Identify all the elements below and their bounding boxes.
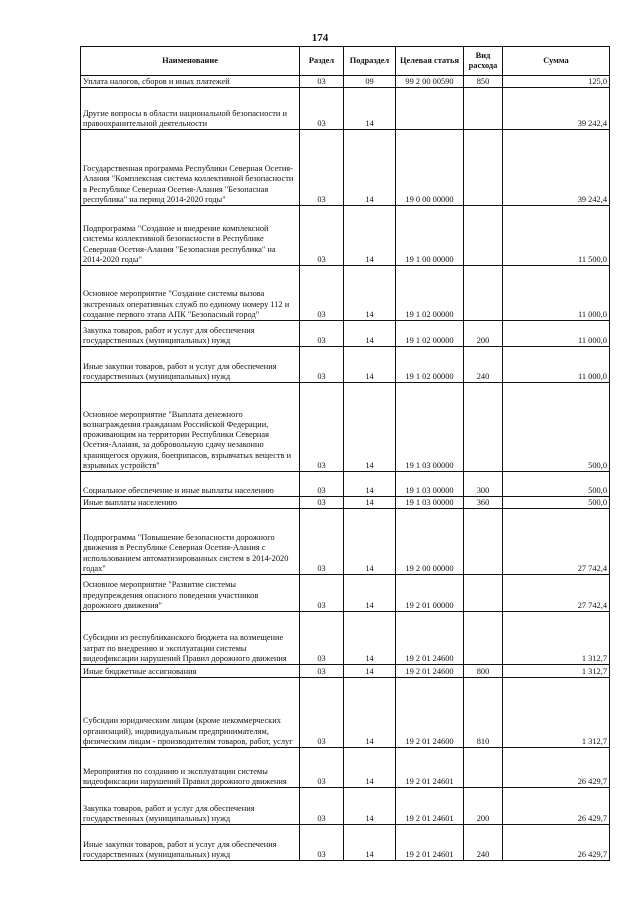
row-target: 19 2 01 24600 [396,612,464,665]
row-subsection: 14 [344,612,396,665]
row-name: Иные выплаты населению [81,497,300,509]
row-section: 03 [300,575,344,612]
row-section: 03 [300,206,344,266]
row-subsection: 14 [344,575,396,612]
row-target: 19 2 01 24600 [396,678,464,748]
row-section: 03 [300,678,344,748]
row-expense-type [464,206,503,266]
row-name: Закупка товаров, работ и услуг для обеспечения государственных (муниципальных) нужд [81,321,300,347]
row-subsection: 14 [344,88,396,130]
row-name: Основное мероприятие "Развитие системы предупреждения опасного поведения участников дорожного движения" [81,575,300,612]
row-name: Подпрограмма "Создание и внедрение комплексной системы коллективной безопасности в Республике Северная Осетия-Алания "Безопасная республика" на 2014-2020 годы" [81,206,300,266]
table-row [81,509,610,575]
row-subsection: 14 [344,383,396,472]
row-name: Иные закупки товаров, работ и услуг для обеспечения государственных (муниципальных) нужд [81,825,300,861]
row-section: 03 [300,788,344,825]
row-target: 19 2 01 24601 [396,788,464,825]
table-row [81,825,610,861]
table-row [81,678,610,748]
row-subsection: 14 [344,472,396,497]
row-subsection: 14 [344,665,396,678]
table-row [81,88,610,130]
row-amount: 1 312,7 [503,678,610,748]
row-subsection: 14 [344,347,396,383]
row-name: Субсидии юридическим лицам (кроме некоммерческих организаций), индивидуальным предпринимателям, физическим лицам - производителям товаров, работ, услуг [81,678,300,748]
row-amount: 11 500,0 [503,206,610,266]
row-subsection: 14 [344,678,396,748]
table-row [81,665,610,678]
row-expense-type: 800 [464,665,503,678]
row-amount: 27 742,4 [503,575,610,612]
row-expense-type: 200 [464,788,503,825]
row-amount: 11 000,0 [503,321,610,347]
table-row [81,76,610,88]
row-section: 03 [300,748,344,788]
row-section: 03 [300,130,344,206]
row-target: 19 2 01 24601 [396,748,464,788]
table-row [81,266,610,321]
row-section: 03 [300,509,344,575]
row-target: 19 1 02 00000 [396,266,464,321]
row-name: Социальное обеспечение и иные выплаты населению [81,472,300,497]
row-amount: 1 312,7 [503,612,610,665]
row-expense-type [464,383,503,472]
row-expense-type: 810 [464,678,503,748]
row-name: Иные бюджетные ассигнования [81,665,300,678]
row-name: Государственная программа Республики Северная Осетия-Алания "Комплексная система коллективной безопасности в Республике Северная Осетия-Алания "Безопасная республика" на период 2014-2020 годы" [81,130,300,206]
row-section: 03 [300,88,344,130]
row-subsection: 14 [344,788,396,825]
row-expense-type: 360 [464,497,503,509]
table-row [81,206,610,266]
row-amount: 500,0 [503,497,610,509]
row-amount: 26 429,7 [503,788,610,825]
row-expense-type [464,612,503,665]
row-section: 03 [300,347,344,383]
row-name: Субсидии из республиканского бюджета на возмещение затрат по внедрению и эксплуатации системы видеофиксации нарушений Правил дорожного движения [81,612,300,665]
row-expense-type: 240 [464,347,503,383]
row-name: Мероприятия по созданию и эксплуатации системы видеофиксации нарушений Правил дорожного движения [81,748,300,788]
header-amount: Сумма [503,47,610,76]
row-expense-type: 300 [464,472,503,497]
budget-table [80,46,610,861]
row-name: Иные закупки товаров, работ и услуг для обеспечения государственных (муниципальных) нужд [81,347,300,383]
row-target: 19 1 03 00000 [396,383,464,472]
row-name: Уплата налогов, сборов и иных платежей [81,76,300,88]
row-target: 19 0 00 00000 [396,130,464,206]
table-row [81,575,610,612]
row-amount: 27 742,4 [503,509,610,575]
table-row [81,788,610,825]
row-section: 03 [300,825,344,861]
row-expense-type [464,748,503,788]
table-row [81,497,610,509]
row-amount: 125,0 [503,76,610,88]
row-name: Основное мероприятие "Выплата денежного вознаграждения гражданам Российской Федерации, проживающим на территории Республики Северная Осетия-Алания, за добровольную сдачу незаконно хранящегося оружия, боеприпасов, взрывчатых веществ и взрывных устройств" [81,383,300,472]
row-amount: 500,0 [503,472,610,497]
row-section: 03 [300,266,344,321]
header-target: Целевая статья [396,47,464,76]
row-amount: 26 429,7 [503,748,610,788]
row-section: 03 [300,612,344,665]
row-target: 19 1 03 00000 [396,497,464,509]
row-subsection: 14 [344,206,396,266]
table-row [81,130,610,206]
row-amount: 26 429,7 [503,825,610,861]
row-amount: 39 242,4 [503,88,610,130]
row-amount: 1 312,7 [503,665,610,678]
row-subsection: 14 [344,509,396,575]
row-section: 03 [300,665,344,678]
row-target: 19 2 00 00000 [396,509,464,575]
row-name: Закупка товаров, работ и услуг для обеспечения государственных (муниципальных) нужд [81,788,300,825]
row-name: Подпрограмма "Повышение безопасности дорожного движения в Республике Северная Осетия-Алания с использованием автоматизированных систем в 2014-2020 годах" [81,509,300,575]
row-target: 19 1 03 00000 [396,472,464,497]
row-expense-type: 200 [464,321,503,347]
row-amount: 500,0 [503,383,610,472]
header-subsection: Подраздел [344,47,396,76]
row-subsection: 14 [344,825,396,861]
row-expense-type [464,130,503,206]
row-name: Другие вопросы в области национальной безопасности и правоохранительной деятельности [81,88,300,130]
table-row [81,748,610,788]
row-subsection: 09 [344,76,396,88]
row-section: 03 [300,497,344,509]
row-expense-type [464,88,503,130]
row-target [396,88,464,130]
row-expense-type: 850 [464,76,503,88]
row-expense-type [464,509,503,575]
row-target: 19 2 01 00000 [396,575,464,612]
row-section: 03 [300,383,344,472]
table-row [81,383,610,472]
row-subsection: 14 [344,497,396,509]
row-amount: 11 000,0 [503,347,610,383]
table-row [81,612,610,665]
table-row [81,321,610,347]
table-header-row [81,47,610,76]
header-name: Наименование [81,47,300,76]
row-section: 03 [300,76,344,88]
row-amount: 39 242,4 [503,130,610,206]
row-section: 03 [300,472,344,497]
row-subsection: 14 [344,266,396,321]
row-target: 19 1 00 00000 [396,206,464,266]
row-subsection: 14 [344,748,396,788]
row-subsection: 14 [344,321,396,347]
row-target: 19 1 02 00000 [396,347,464,383]
row-name: Основное мероприятие "Создание системы вызова экстренных оперативных служб по единому номеру 112 и создание первого этапа АПК "Безопасный город" [81,266,300,321]
row-expense-type [464,575,503,612]
header-section: Раздел [300,47,344,76]
row-target: 19 2 01 24601 [396,825,464,861]
row-amount: 11 000,0 [503,266,610,321]
row-section: 03 [300,321,344,347]
header-expense-type: Вид расхода [464,47,503,76]
row-expense-type [464,266,503,321]
row-target: 19 2 01 24600 [396,665,464,678]
row-expense-type: 240 [464,825,503,861]
row-subsection: 14 [344,130,396,206]
row-target: 99 2 00 00590 [396,76,464,88]
page-number: 174 [311,32,329,44]
table-row [81,472,610,497]
table-row [81,347,610,383]
row-target: 19 1 02 00000 [396,321,464,347]
